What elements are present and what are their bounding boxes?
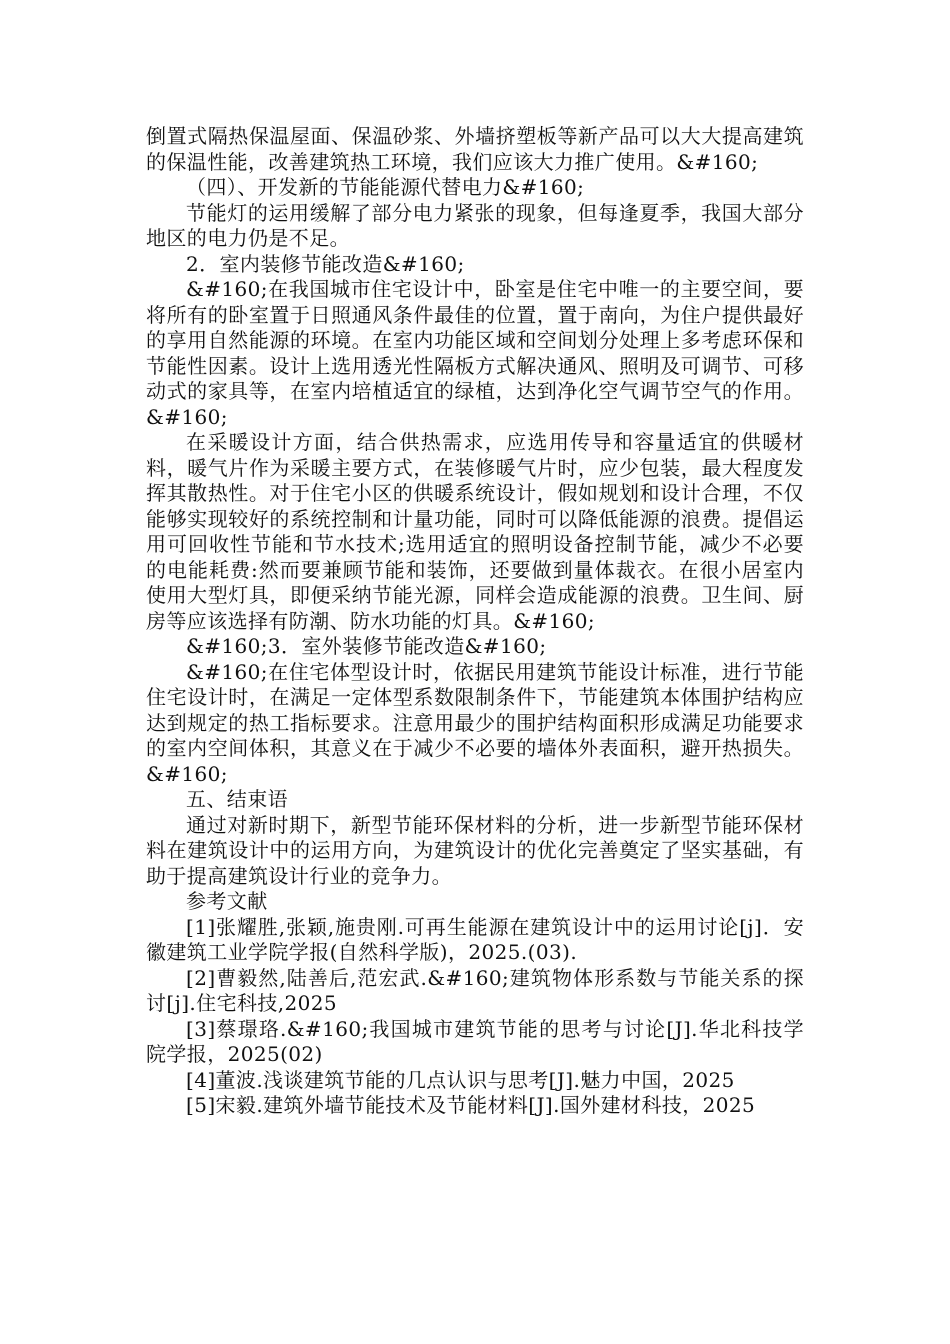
reference-item-4: [4]董波.浅谈建筑节能的几点认识与思考[J].魅力中国，2025 bbox=[186, 1067, 735, 1092]
paragraph-bedroom-design: &#160;在我国城市住宅设计中，卧室是住宅中唯一的主要空间，要将所有的卧室置于日照通风条件最佳的位置，置于南向，为住户提供最好的享用自然能源的环境。在室内功能区域和空间划分处理上多考虑环保和节能性因素。设计上选用透光性隔板方式解决通风、照明及可调节、可移动式的家具等，在室内培植适宜的绿植，达到净化空气调节空气的作用。&#160; bbox=[146, 277, 804, 429]
heading-conclusion: 五、结束语 bbox=[186, 787, 288, 811]
paragraph-insulation-products: 倒置式隔热保温屋面、保温砂浆、外墙挤塑板等新产品可以大大提高建筑的保温性能，改善建筑热工环境，我们应该大力推广使用。&#160; bbox=[146, 124, 804, 174]
reference-item-1: [1]张耀胜,张颖,施贵刚.可再生能源在建筑设计中的运用讨论[j]．安徽建筑工业学院学报(自然科学版)，2025.(03). bbox=[146, 914, 804, 964]
paragraph-energy-saving-lamps: 节能灯的运用缓解了部分电力紧张的现象，但每逢夏季，我国大部分地区的电力仍是不足。 bbox=[146, 200, 804, 250]
paragraph-building-shape: &#160;在住宅体型设计时，依据民用建筑节能设计标准，进行节能住宅设计时，在满足一定体型系数限制条件下，节能建筑本体围护结构应达到规定的热工指标要求。注意用最少的围护结构面积形成满足功能要求的室内空间体积，其意义在于减少不必要的墙体外表面积，避开热损失。&#160; bbox=[146, 659, 804, 786]
heading-references: 参考文献 bbox=[186, 889, 268, 913]
reference-item-2: [2]曹毅然,陆善后,范宏武.&#160;建筑物体形系数与节能关系的探讨[j].住宅科技,2025 bbox=[146, 965, 804, 1015]
reference-item-3: [3]蔡璟珞.&#160;我国城市建筑节能的思考与讨论[J].华北科技学院学报，2025(02) bbox=[146, 1016, 804, 1066]
heading-exterior-renovation: &#160;3．室外装修节能改造&#160; bbox=[186, 634, 547, 658]
heading-interior-renovation: 2．室内装修节能改造&#160; bbox=[186, 251, 465, 276]
paragraph-conclusion: 通过对新时期下，新型节能环保材料的分析，进一步新型节能环保材料在建筑设计中的运用方向，为建筑设计的优化完善奠定了坚实基础，有助于提高建筑设计行业的竞争力。 bbox=[146, 812, 804, 888]
reference-item-5: [5]宋毅.建筑外墙节能技术及节能材料[J].国外建材科技，2025 bbox=[186, 1093, 756, 1117]
document-page bbox=[146, 124, 804, 1119]
paragraph-heating-design: 在采暖设计方面，结合供热需求，应选用传导和容量适宜的供暖材料，暖气片作为采暖主要方式，在装修暖气片时，应少包装，最大程度发挥其散热性。对于住宅小区的供暖系统设计，假如规划和设计合理，不仅能够实现较好的系统控制和计量功能，同时可以降低能源的浪费。提倡运用可回收性节能和节水技术;选用适宜的照明设备控制节能，减少不必要的电能耗费:然而要兼顾节能和装饰，还要做到量体裁衣。在很小居室内使用大型灯具，即便采纳节能光源，同样会造成能源的浪费。卫生间、厨房等应该选择有防潮、防水功能的灯具。&#160; bbox=[146, 430, 804, 633]
heading-new-energy: （四）、开发新的节能能源代替电力&#160; bbox=[186, 175, 585, 199]
